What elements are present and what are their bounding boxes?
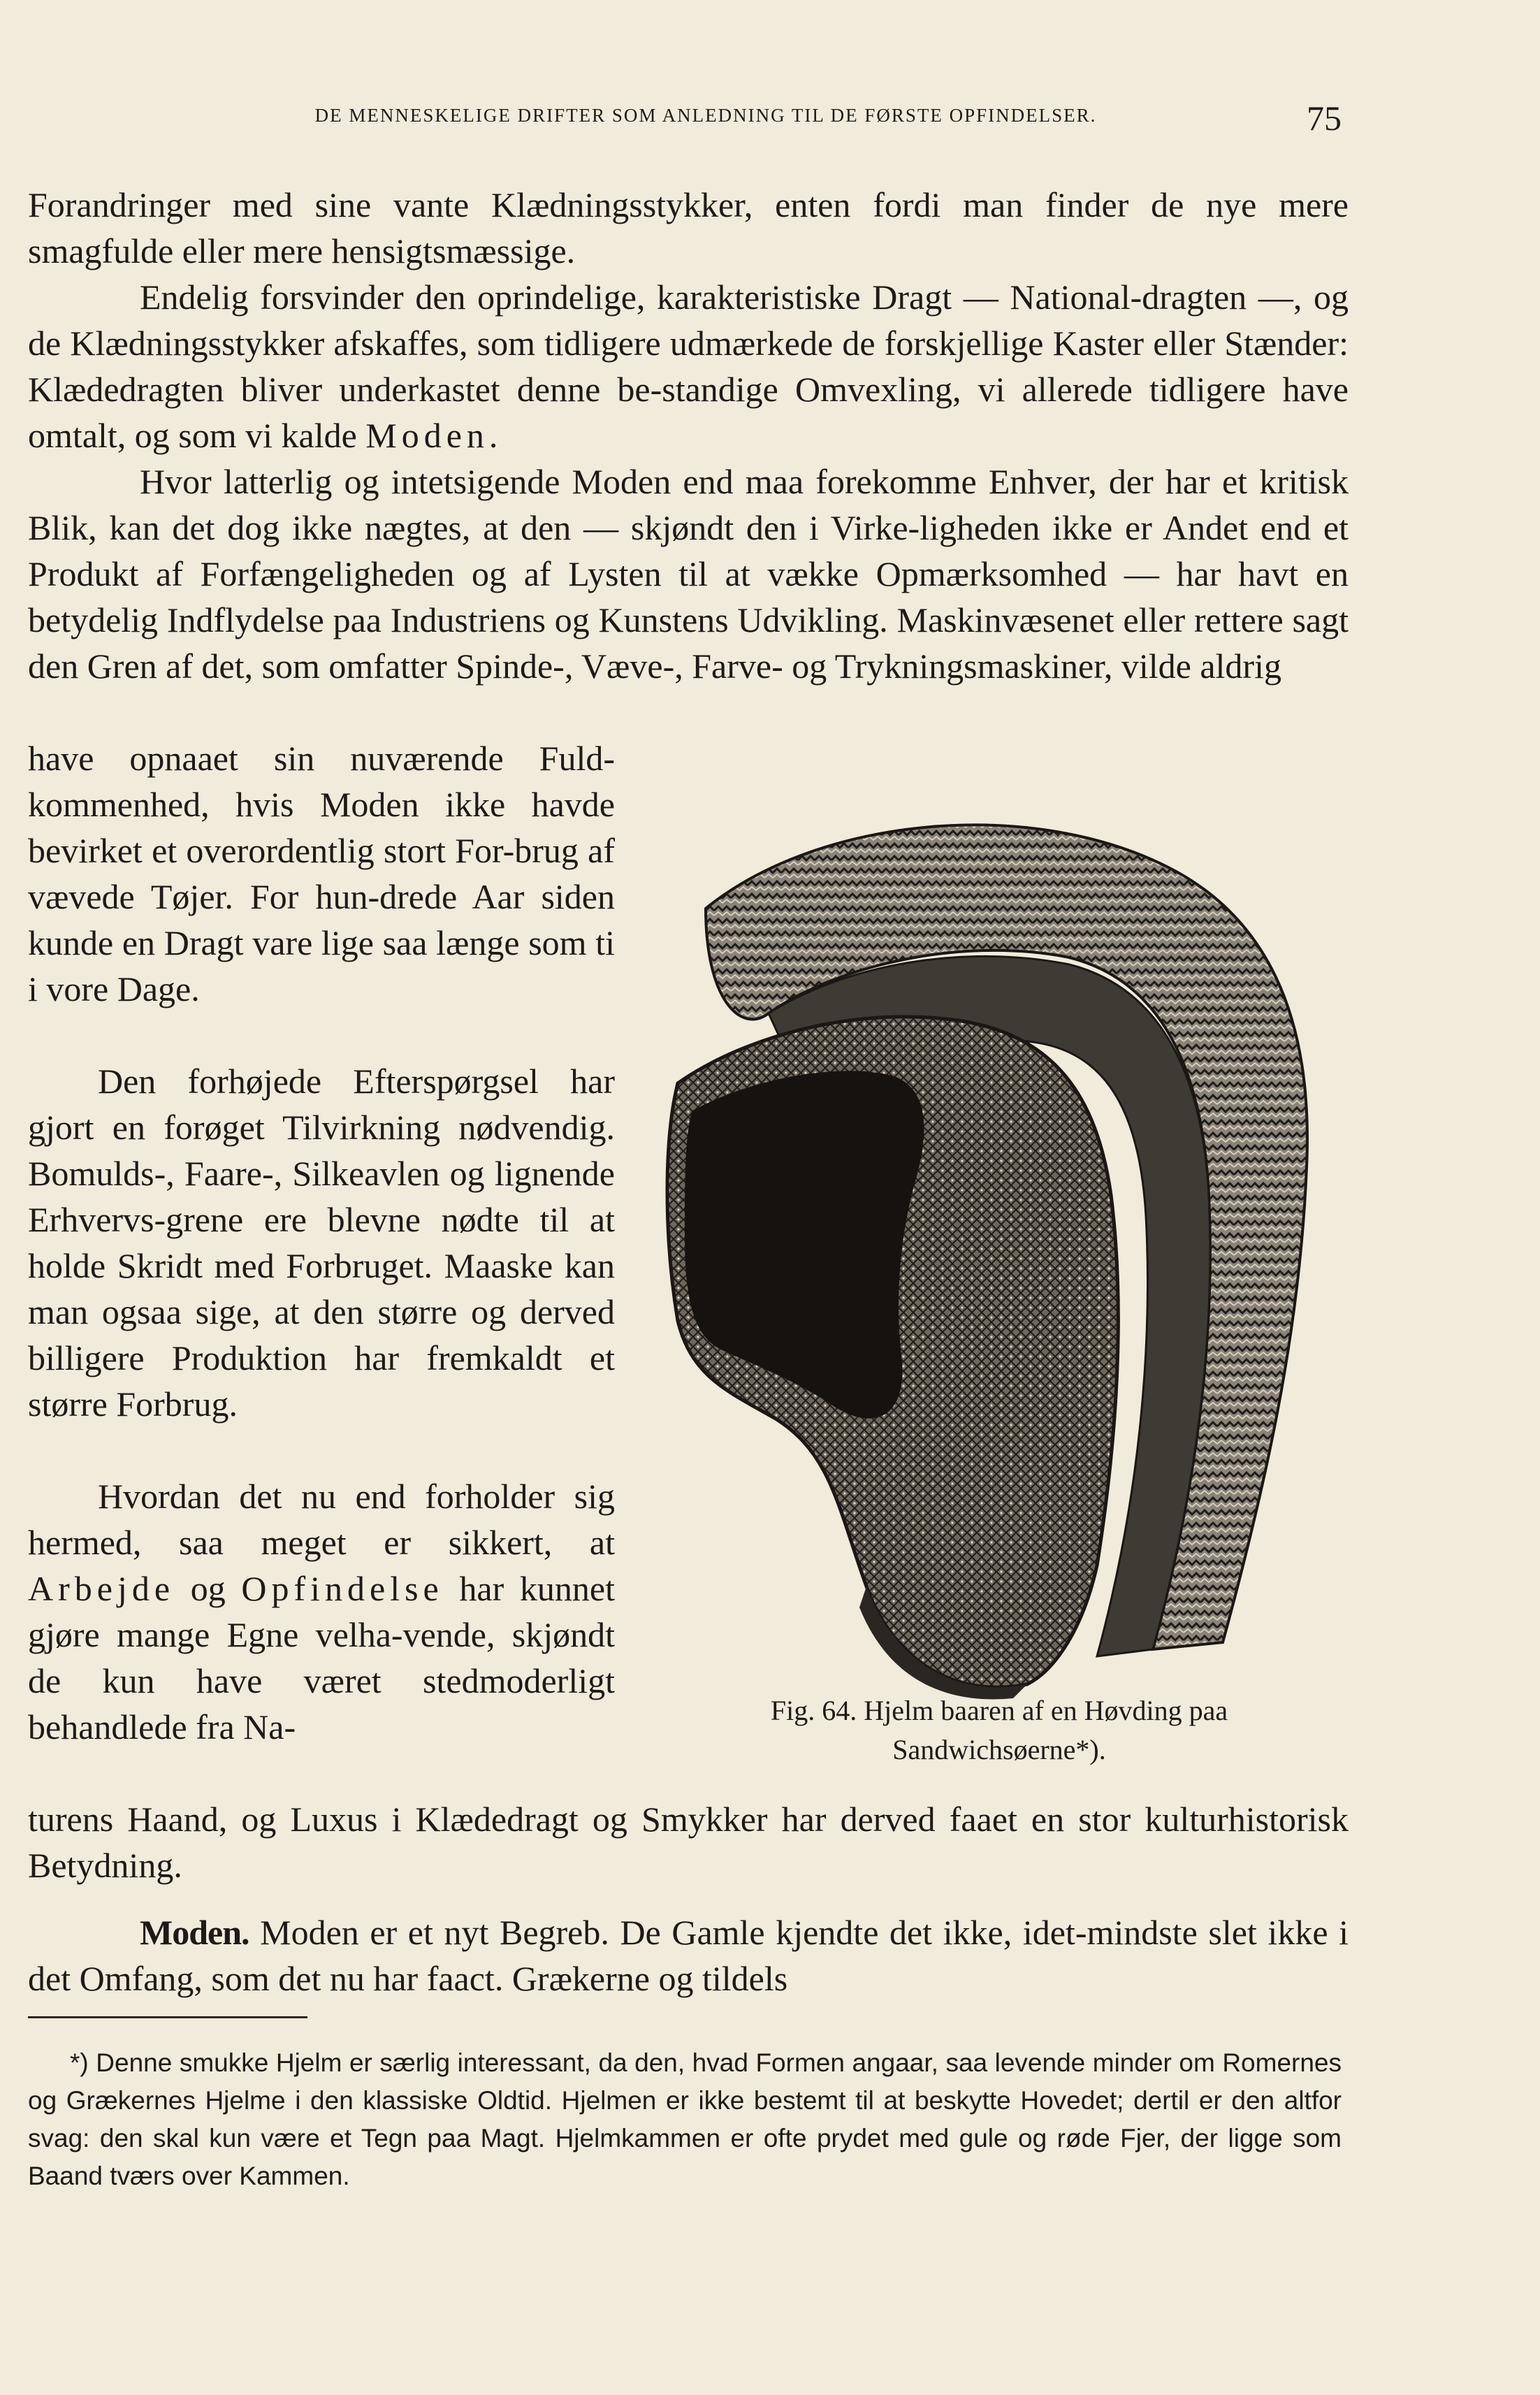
helmet-engraving [664,804,1321,1705]
paragraph-2-text: Endelig forsvinder den oprindelige, karakteristiske Dragt — National-dragten —, og de Klædningsstykker afskaffes, som tidligere udmærkede de forskjellige Kaster eller Stænder: Klædedragten bliver underkastet denne be-standige Omvexling, vi allerede tidligere have omtalt, og som vi kalde [28,277,1349,455]
emphasis-arbejde: Arbejde [28,1569,175,1608]
caption-line-1: Fig. 64. Hjelm baaren af en Høvding paa [770,1695,1228,1726]
paragraph-6-text: Moden er et nyt Begreb. De Gamle kjendte det ikke, idet-mindste slet ikke i det Omfang, som det nu har faact. Grækerne og tildels [28,1913,1349,1998]
paragraph-1: Forandringer med sine vante Klædningsstykker, enten fordi man finder de nye mere smagfulde eller mere hensigtsmæssige. [28,185,1349,270]
running-title: DE MENNESKELIGE DRIFTER SOM ANLEDNING TIL DE FØRSTE OPFINDELSER. [314,105,1097,126]
page-number: 75 [1307,99,1342,138]
caption-line-2: Sandwichsøerne*). [892,1734,1106,1765]
paragraph-5-text-b: har kunnet gjøre mange Egne velha-vende, skjøndt de kun have været stedmoderligt behandlede fra Na- [28,1569,615,1746]
paragraph-5 [28,1473,615,1750]
figure-caption [671,1691,1328,1770]
footnote-text: Denne smukke Hjelm er særlig interessant, da den, hvad Formen angaar, saa levende minder om Romernes og Grækernes Hjelme i den klassiske Oldtid. Hjelmen er ikke bestemt til at beskytte Hovedet; dertil er den altfor svag: den skal kun være et Tegn paa Magt. Hjelmkammen er ofte prydet med gule og røde Fjer, der ligge som Baand tværs over Kammen. [28,2048,1342,2190]
emphasis-moden: Moden. [365,416,503,455]
paragraph-3: Hvor latterlig og intetsigende Moden end maa forekomme Enhver, der har et kritisk Blik, kan det dog ikke nægtes, at den — skjøndt den i Virke-ligheden ikke er Andet end et Produkt af Forfængeligheden og af Lysten til at vække Opmærksomhed — har havt en betydelig Indflydelse paa Industriens og Kunstens Udvikling. Maskinvæsenet eller rettere sagt den Gren af det, som omfatter Spinde-, Væve-, Farve- og Trykningsmaskiner, vilde aldrig [28,462,1349,686]
paragraph-5-text-a: Hvordan det nu end forholder sig hermed, saa meget er sikkert, at [28,1477,615,1562]
paragraph-4: Den forhøjede Efterspørgsel har gjort en forøget Tilvirkning nødvendig. Bomulds-, Faare-, Silkeavlen og lignende Erhvervs-grene ere blevne nødte til at holde Skridt med Forbruget. Maaske kan man ogsaa sige, at den større og derved billigere Produktion har fremkaldt et større Forbrug. [28,1062,615,1424]
footnote-rule [28,2016,307,2018]
paragraph-5-end: turens Haand, og Luxus i Klædedragt og Smykker har derved faaet en stor kulturhistorisk Betydning. [28,1800,1349,1885]
paragraph-3-continued: have opnaaet sin nuværende Fuld-kommenhed, hvis Moden ikke havde bevirket et overordentlig stort For-brug af vævede Tøjer. For hun-drede Aar siden kunde en Dragt vare lige saa længe som ti i vore Dage. [28,739,615,1008]
paragraph-5-og: og [190,1569,226,1608]
footnote-marker: *) [70,2048,89,2077]
helmet-illustration [664,804,1321,1705]
paragraph-2 [28,274,1349,458]
marginal-heading: Moden. [140,1913,249,1952]
paragraph-6 [28,1909,1349,2002]
emphasis-opfindelse: Opfindelse [241,1569,444,1608]
footnote [28,2044,1342,2195]
